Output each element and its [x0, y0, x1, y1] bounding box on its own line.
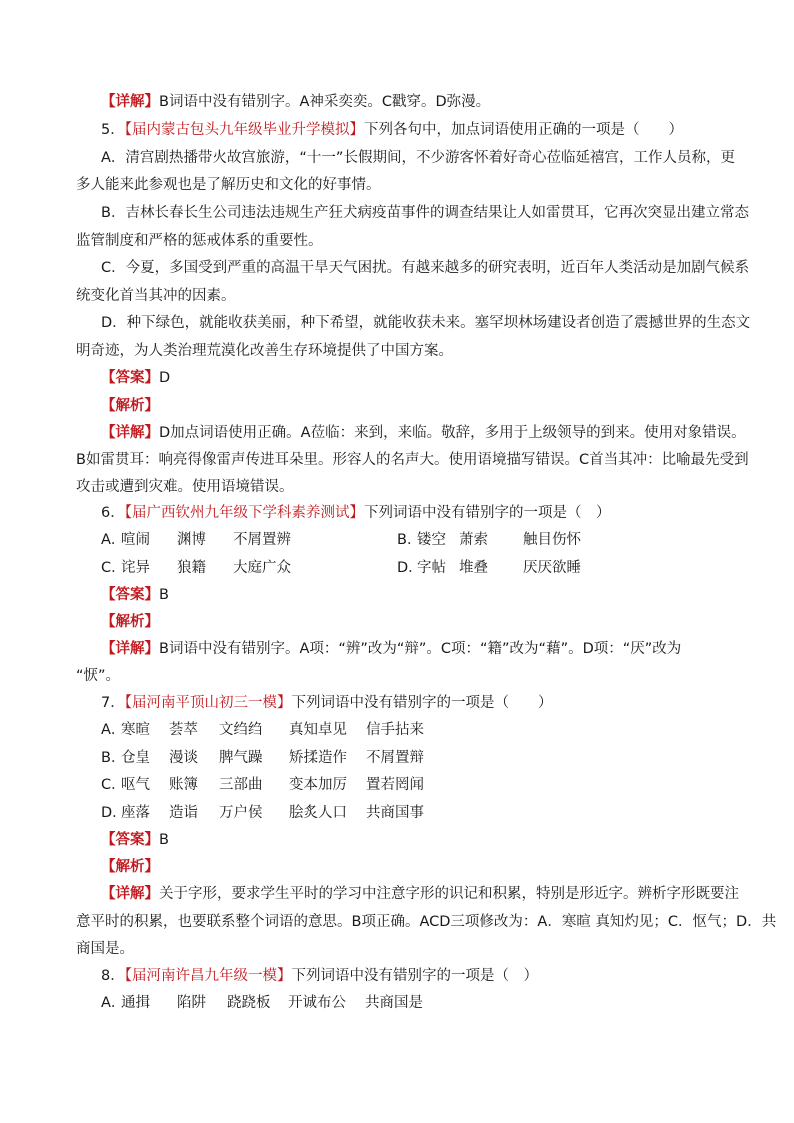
option-word: 脍炙人口: [289, 805, 347, 821]
option-label: C．: [101, 777, 126, 793]
option-label: B．: [397, 532, 422, 548]
option-word: 仓皇: [121, 750, 150, 766]
option-word: 置若罔闻: [366, 777, 424, 793]
q7-detail-line1: [101, 884, 739, 904]
option-word: 文绉绉: [219, 722, 263, 738]
option-word: 信手拈来: [366, 722, 424, 738]
q4-detail-line: [101, 92, 490, 112]
detail-text: B词语中没有错别字。A神采奕奕。C戳穿。D弥漫。: [159, 94, 491, 110]
option-word: 陷阱: [177, 995, 206, 1011]
q5-option-a-line1: A．清宫剧热播带火故宫旅游，“十一”长假期间，不少游客怀着好奇心莅临延禧宫，工作人员称，更: [101, 150, 735, 166]
option-word: 座落: [121, 805, 150, 821]
detail-tag: 【详解】: [101, 641, 159, 657]
detail-text: 关于字形，要求学生平时的学习中注意字形的识记和积累，特别是形近字。辨析字形既要注: [159, 886, 739, 902]
question-number: 6．: [101, 505, 125, 521]
answer-value: B: [159, 587, 169, 603]
q5-option-b-line2: 监管制度和严格的惩戒体系的重要性。: [76, 233, 323, 249]
q5-analysis-line: [101, 396, 159, 416]
option-label: D．: [101, 805, 127, 821]
option-word: 共商国事: [366, 805, 424, 821]
option-word: 荟萃: [169, 722, 198, 738]
option-word: 大庭广众: [233, 560, 291, 576]
q8-question-line: [101, 966, 538, 986]
option-word: 喧闹: [121, 532, 150, 548]
option-word: 三部曲: [219, 777, 263, 793]
question-stem: 下列词语中没有错别字的一项是（ ）: [363, 505, 611, 521]
option-word: 开诚布公: [288, 995, 346, 1011]
q5-option-b-line1: B．吉林长春长生公司违法违规生产狂犬病疫苗事件的调查结果让人如雷贯耳，它再次突显出建立常态: [101, 205, 749, 221]
option-label: D．: [397, 560, 423, 576]
option-word: 寒暄: [121, 722, 150, 738]
question-stem: 下列各句中，加点词语使用正确的一项是（ ）: [363, 122, 683, 138]
question-source: 【届内蒙古包头九年级毕业升学模拟】: [124, 122, 364, 138]
q6-answer-line: [101, 585, 169, 605]
option-label: A．: [101, 995, 126, 1011]
option-word: 渊博: [177, 532, 206, 548]
option-word: 漫谈: [169, 750, 198, 766]
option-word: 账簿: [169, 777, 198, 793]
question-source: 【届河南许昌九年级一模】: [124, 968, 292, 984]
analysis-tag: 【解析】: [101, 859, 159, 875]
option-word: 矫揉造作: [289, 750, 347, 766]
option-label: A．: [101, 722, 126, 738]
q7-question-line: [101, 693, 552, 713]
answer-tag: 【答案】: [101, 832, 159, 848]
option-word: 字帖: [417, 560, 446, 576]
option-word: 共商国是: [365, 995, 423, 1011]
q5-option-a-line2: 多人能来此参观也是了解历史和文化的好事情。: [76, 177, 381, 193]
option-word: 真知卓见: [289, 722, 347, 738]
q5-option-c-line1: C．今夏，多国受到严重的高温干旱天气困扰。有越来越多的研究表明，近百年人类活动是加剧气候系: [101, 260, 750, 276]
question-number: 8．: [101, 968, 125, 984]
q5-detail-line3: 攻击或遭到灾难。使用语境错误。: [76, 479, 294, 495]
q6-question-line: [101, 503, 610, 523]
q5-detail-line2: B如雷贯耳：响亮得像雷声传进耳朵里。形容人的名声大。使用语境描写错误。C首当其冲：比喻最先受到: [76, 452, 749, 468]
answer-tag: 【答案】: [101, 370, 159, 386]
q7-detail-line2: 意平时的积累，也要联系整个词语的意思。B项正确。ACD三项修改为：A．寒暄 真知灼见；C．怄气；D．共: [76, 914, 777, 930]
question-number: 7．: [101, 695, 125, 711]
option-word: 触目伤怀: [523, 532, 581, 548]
detail-tag: 【详解】: [101, 425, 159, 441]
option-word: 跷跷板: [227, 995, 271, 1011]
detail-tag: 【详解】: [101, 94, 159, 110]
option-word: 堆叠: [459, 560, 488, 576]
analysis-tag: 【解析】: [101, 614, 159, 630]
option-word: 万户侯: [219, 805, 263, 821]
option-word: 不屑置辩: [366, 750, 424, 766]
question-number: 5．: [101, 122, 125, 138]
q5-question-line: [101, 120, 683, 140]
q6-analysis-line: [101, 612, 159, 632]
question-stem: 下列词语中没有错别字的一项是（ ）: [291, 695, 553, 711]
q7-analysis-line: [101, 857, 159, 877]
option-word: 造诣: [169, 805, 198, 821]
question-stem: 下列词语中没有错别字的一项是（ ）: [291, 968, 538, 984]
question-source: 【届河南平顶山初三一模】: [124, 695, 292, 711]
option-word: 通揖: [121, 995, 150, 1011]
q5-option-d-line1: D．种下绿色，就能收获美丽，种下希望，就能收获未来。塞罕坝林场建设者创造了震撼世界的生态文: [101, 315, 751, 331]
q6-detail-line2: “恹”。: [76, 668, 121, 684]
detail-text: B词语中没有错别字。A项：“辨”改为“辩”。C项：“籍”改为“藉”。D项：“厌”改为: [159, 641, 682, 657]
detail-text: D加点词语使用正确。A莅临：来到，来临。敬辞，多用于上级领导的到来。使用对象错误。: [159, 425, 746, 441]
q7-detail-line3: 商国是。: [76, 941, 134, 957]
option-word: 诧异: [121, 560, 150, 576]
option-label: B．: [101, 750, 126, 766]
option-label: A．: [101, 532, 126, 548]
option-label: C．: [101, 560, 126, 576]
answer-value: B: [159, 832, 169, 848]
option-word: 脾气躁: [219, 750, 263, 766]
option-word: 厌厌欲睡: [523, 560, 581, 576]
q5-detail-line1: [101, 423, 746, 443]
q5-answer-line: [101, 368, 170, 388]
answer-tag: 【答案】: [101, 587, 159, 603]
option-word: 镂空: [417, 532, 446, 548]
option-word: 变本加厉: [289, 777, 347, 793]
question-source: 【届广西钦州九年级下学科素养测试】: [124, 505, 364, 521]
option-word: 不屑置辨: [233, 532, 291, 548]
q5-option-d-line2: 明奇迹，为人类治理荒漠化改善生存环境提供了中国方案。: [76, 343, 453, 359]
detail-tag: 【详解】: [101, 886, 159, 902]
option-word: 狼籍: [177, 560, 206, 576]
q7-answer-line: [101, 830, 169, 850]
q6-detail-line1: [101, 639, 681, 659]
q5-option-c-line2: 统变化首当其冲的因素。: [76, 288, 236, 304]
option-word: 萧索: [459, 532, 488, 548]
analysis-tag: 【解析】: [101, 398, 159, 414]
option-word: 呕气: [121, 777, 150, 793]
answer-value: D: [159, 370, 171, 386]
